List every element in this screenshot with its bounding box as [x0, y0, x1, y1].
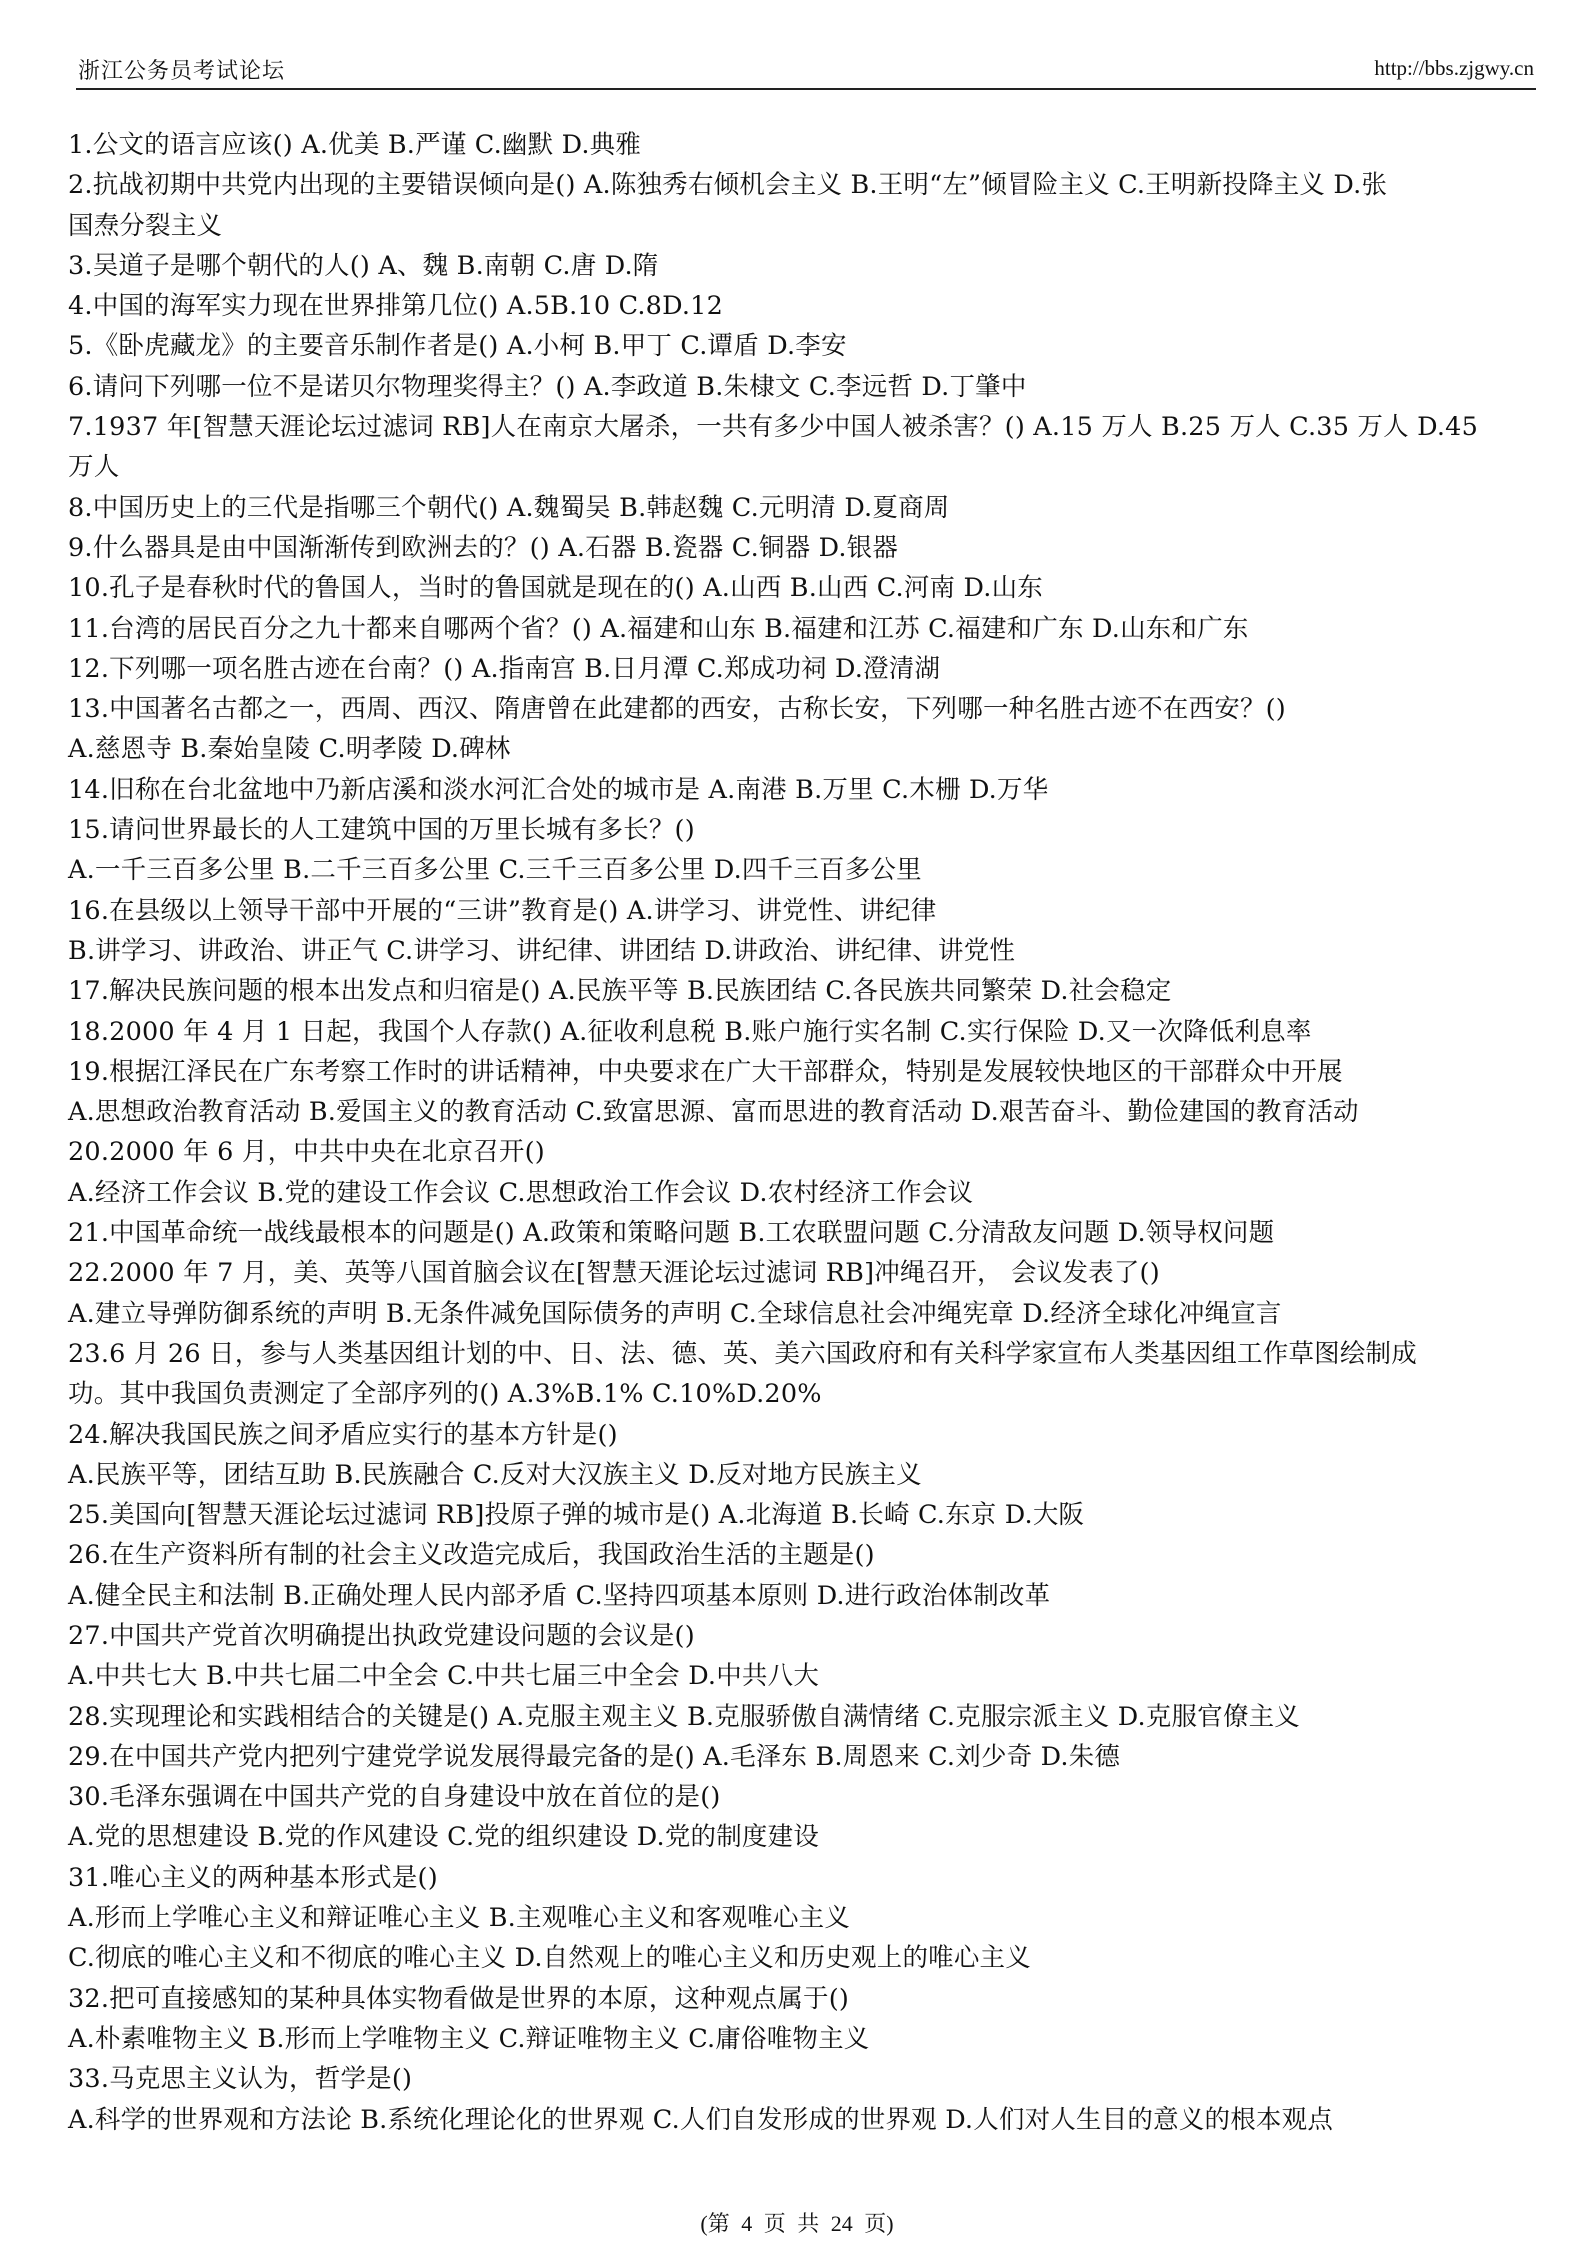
question-line: 17.解决民族问题的根本出发点和归宿是() A.民族平等 B.民族团结 C.各民族共同繁荣 D.社会稳定 [68, 976, 1172, 1007]
question-line: 15.请问世界最长的人工建筑中国的万里长城有多长？() [68, 815, 695, 846]
question-line: 4.中国的海军实力现在世界排第几位() A.5B.10 C.8D.12 [68, 291, 723, 322]
question-line: 13.中国著名古都之一，西周、西汉、隋唐曾在此建都的西安，古称长安，下列哪一种名胜古迹不在西安？() [68, 694, 1286, 725]
question-line: 9.什么器具是由中国渐渐传到欧洲去的？() A.石器 B.瓷器 C.铜器 D.银器 [68, 532, 899, 563]
question-line: 21.中国革命统一战线最根本的问题是() A.政策和策略问题 B.工农联盟问题 C.分清敌友问题 D.领导权问题 [68, 1218, 1275, 1249]
page-number: (第 4 页 共 24 页) [700, 2211, 894, 2236]
question-line: 32.把可直接感知的某种具体实物看做是世界的本原，这种观点属于() [68, 1983, 850, 2014]
question-line: A.健全民主和法制 B.正确处理人民内部矛盾 C.坚持四项基本原则 D.进行政治体制改革 [68, 1580, 1051, 1611]
question-line: 24.解决我国民族之间矛盾应实行的基本方针是() [68, 1419, 618, 1450]
question-line: 功。其中我国负责测定了全部序列的() A.3%B.1% C.10%D.20% [68, 1379, 822, 1410]
question-line: 20.2000 年 6 月，中共中央在北京召开() [68, 1137, 545, 1168]
question-line: B.讲学习、讲政治、讲正气 C.讲学习、讲纪律、讲团结 D.讲政治、讲纪律、讲党性 [68, 935, 1016, 966]
question-line: 2.抗战初期中共党内出现的主要错误倾向是() A.陈独秀右倾机会主义 B.王明“左”倾冒险主义 C.王明新投降主义 D.张 [68, 170, 1388, 201]
question-line: 万人 [68, 452, 120, 483]
question-line: 29.在中国共产党内把列宁建党学说发展得最完备的是() A.毛泽东 B.周恩来 C.刘少奇 D.朱德 [68, 1741, 1121, 1772]
question-line: 1.公文的语言应该() A.优美 B.严谨 C.幽默 D.典雅 [68, 130, 642, 160]
question-line: 28.实现理论和实践相结合的关键是() A.克服主观主义 B.克服骄傲自满情绪 C.克服宗派主义 D.克服官僚主义 [68, 1701, 1300, 1732]
question-line: 6.请问下列哪一位不是诺贝尔物理奖得主？() A.李政道 B.朱棣文 C.李远哲 D.丁肇中 [68, 371, 1027, 402]
question-line: A.思想政治教育活动 B.爱国主义的教育活动 C.致富思源、富而思进的教育活动 D.艰苦奋斗、勤俭建国的教育活动 [68, 1097, 1359, 1128]
question-line: A.一千三百多公里 B.二千三百多公里 C.三千三百多公里 D.四千三百多公里 [68, 855, 922, 886]
question-list [68, 125, 1544, 2140]
question-line: 31.唯心主义的两种基本形式是() [68, 1862, 438, 1893]
question-line: 25.美国向[智慧天涯论坛过滤词 RB]投原子弹的城市是() A.北海道 B.长崎 C.东京 D.大阪 [68, 1500, 1085, 1531]
question-line: 国焘分裂主义 [68, 210, 223, 241]
question-line: 26.在生产资料所有制的社会主义改造完成后，我国政治生活的主题是() [68, 1540, 875, 1571]
question-line: 18.2000 年 4 月 1 日起，我国个人存款() A.征收利息税 B.账户施行实名制 C.实行保险 D.又一次降低利息率 [68, 1016, 1312, 1047]
question-line: A.形而上学唯心主义和辩证唯心主义 B.主观唯心主义和客观唯心主义 [68, 1903, 851, 1934]
question-line: A.建立导弹防御系统的声明 B.无条件减免国际债务的声明 C.全球信息社会冲绳宪章 D.经济全球化冲绳宣言 [68, 1298, 1282, 1329]
question-line: 33.马克思主义认为，哲学是() [68, 2064, 413, 2095]
question-line: 12.下列哪一项名胜古迹在台南？() A.指南宫 B.日月潭 C.郑成功祠 D.澄清湖 [68, 653, 941, 684]
question-line: 8.中国历史上的三代是指哪三个朝代() A.魏蜀吴 B.韩赵魏 C.元明清 D.夏商周 [68, 492, 950, 523]
question-line: A.经济工作会议 B.党的建设工作会议 C.思想政治工作会议 D.农村经济工作会议 [68, 1177, 974, 1208]
question-line: 27.中国共产党首次明确提出执政党建设问题的会议是() [68, 1620, 695, 1651]
question-line: A.中共七大 B.中共七届二中全会 C.中共七届三中全会 D.中共八大 [68, 1661, 820, 1692]
site-url: http://bbs.zjgwy.cn [1374, 56, 1534, 80]
question-line: A.慈恩寺 B.秦始皇陵 C.明孝陵 D.碑林 [68, 734, 511, 765]
question-line: 16.在县级以上领导干部中开展的“三讲”教育是() A.讲学习、讲党性、讲纪律 [68, 895, 937, 926]
question-line: 10.孔子是春秋时代的鲁国人，当时的鲁国就是现在的() A.山西 B.山西 C.河南 D.山东 [68, 573, 1043, 604]
question-line: A.民族平等，团结互助 B.民族融合 C.反对大汉族主义 D.反对地方民族主义 [68, 1459, 922, 1490]
question-line: 5.《卧虎藏龙》的主要音乐制作者是() A.小柯 B.甲丁 C.谭盾 D.李安 [68, 331, 847, 362]
question-line: 7.1937 年[智慧天涯论坛过滤词 RB]人在南京大屠杀，一共有多少中国人被杀害？() A.15 万人 B.25 万人 C.35 万人 D.45 [68, 412, 1479, 443]
question-line: 14.旧称在台北盆地中乃新店溪和淡水河汇合处的城市是 A.南港 B.万里 C.木栅 D.万华 [68, 774, 1049, 805]
question-line: A.党的思想建设 B.党的作风建设 C.党的组织建设 D.党的制度建设 [68, 1822, 820, 1853]
question-line: C.彻底的唯心主义和不彻底的唯心主义 D.自然观上的唯心主义和历史观上的唯心主义 [68, 1943, 1031, 1974]
question-line: 3.吴道子是哪个朝代的人() A、魏 B.南朝 C.唐 D.隋 [68, 250, 659, 281]
question-line: A.朴素唯物主义 B.形而上学唯物主义 C.辩证唯物主义 C.庸俗唯物主义 [68, 2023, 870, 2054]
question-line: 11.台湾的居民百分之九十都来自哪两个省？() A.福建和山东 B.福建和江苏 C.福建和广东 D.山东和广东 [68, 613, 1249, 644]
page-header [76, 50, 1536, 90]
question-line: 22.2000 年 7 月，美、英等八国首脑会议在[智慧天涯论坛过滤词 RB]冲绳召开， 会议发表了() [68, 1258, 1160, 1289]
question-line: A.科学的世界观和方法论 B.系统化理论化的世界观 C.人们自发形成的世界观 D.人们对人生目的意义的根本观点 [68, 2104, 1334, 2135]
site-name: 浙江公务员考试论坛 [78, 58, 286, 83]
question-line: 19.根据江泽民在广东考察工作时的讲话精神，中央要求在广大干部群众，特别是发展较快地区的干部群众中开展 [68, 1056, 1343, 1087]
question-line: 30.毛泽东强调在中国共产党的自身建设中放在首位的是() [68, 1782, 721, 1813]
question-line: 23.6 月 26 日，参与人类基因组计划的中、日、法、德、英、美六国政府和有关科学家宣布人类基因组工作草图绘制成 [68, 1338, 1417, 1369]
